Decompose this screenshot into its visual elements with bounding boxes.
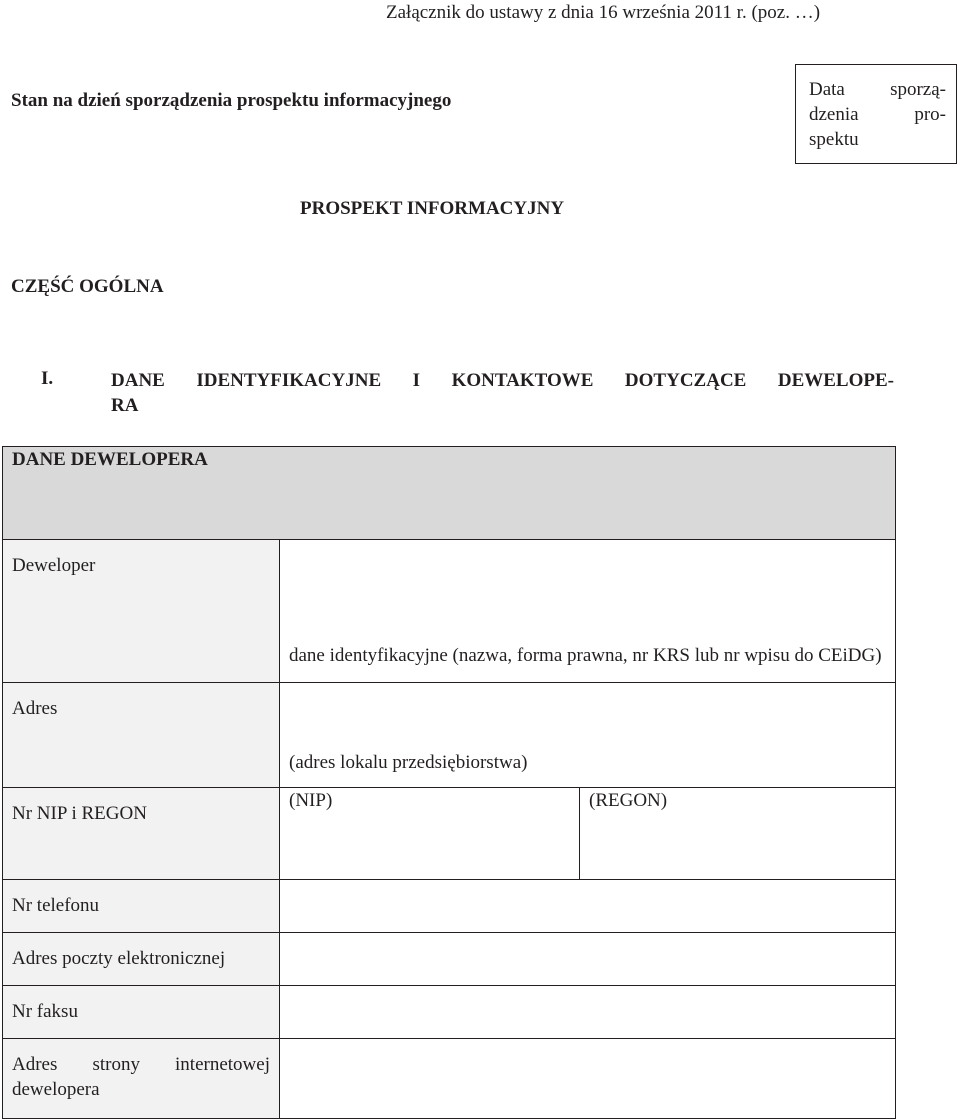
website-label: [3, 1039, 280, 1119]
date-box-line: dzenia pro-: [809, 104, 946, 125]
website-label-line: Adres strony internetowej: [12, 1054, 270, 1075]
section-title-line: DANE IDENTYFIKACYJNE I KONTAKTOWE DOTYCZĄCE DEWELOPE-: [111, 370, 894, 391]
email-label: Adres poczty elektronicznej: [3, 933, 280, 986]
section-title: [111, 368, 894, 418]
table-row: [3, 683, 896, 788]
developer-data-table: [2, 446, 896, 1119]
date-box-line: spektu: [809, 129, 859, 150]
status-line: Stan na dzień sporządzenia prospektu informacyjnego: [11, 90, 452, 111]
fax-field[interactable]: [280, 986, 896, 1039]
annex-note: Załącznik do ustawy z dnia 16 września 2011 r. (poz. …): [386, 2, 821, 23]
table-row: [3, 1039, 896, 1119]
developer-label: Deweloper: [3, 540, 280, 683]
website-label-line: dewelopera: [12, 1079, 100, 1100]
nip-field[interactable]: [280, 788, 580, 880]
table-row: [3, 986, 896, 1039]
date-box-line: Data sporzą-: [809, 79, 946, 100]
developer-field[interactable]: [280, 540, 896, 683]
nip-regon-label: Nr NIP i REGON: [3, 788, 280, 880]
table-row: [3, 933, 896, 986]
phone-label: Nr telefonu: [3, 880, 280, 933]
section-number: I.: [41, 368, 54, 389]
document-title: PROSPEKT INFORMACYJNY: [300, 198, 565, 219]
address-label: Adres: [3, 683, 280, 788]
regon-field[interactable]: [580, 788, 896, 880]
developer-hint: dane identyfikacyjne (nazwa, forma prawna, nr KRS lub nr wpisu do CEiDG): [289, 645, 882, 666]
email-field[interactable]: [280, 933, 896, 986]
part-heading: CZĘŚĆ OGÓLNA: [11, 276, 164, 297]
table-row: [3, 788, 896, 880]
section-title-line: RA: [111, 395, 139, 416]
table-row: [3, 540, 896, 683]
regon-hint: (REGON): [589, 790, 668, 811]
prospectus-date-box[interactable]: [795, 64, 957, 164]
phone-field[interactable]: [280, 880, 896, 933]
fax-label: Nr faksu: [3, 986, 280, 1039]
table-header-row: [3, 447, 896, 540]
table-header: DANE DEWELOPERA: [3, 447, 896, 540]
address-hint: (adres lokalu przedsiębiorstwa): [289, 752, 528, 773]
website-field[interactable]: [280, 1039, 896, 1119]
address-field[interactable]: [280, 683, 896, 788]
table-row: [3, 880, 896, 933]
nip-hint: (NIP): [289, 790, 333, 811]
